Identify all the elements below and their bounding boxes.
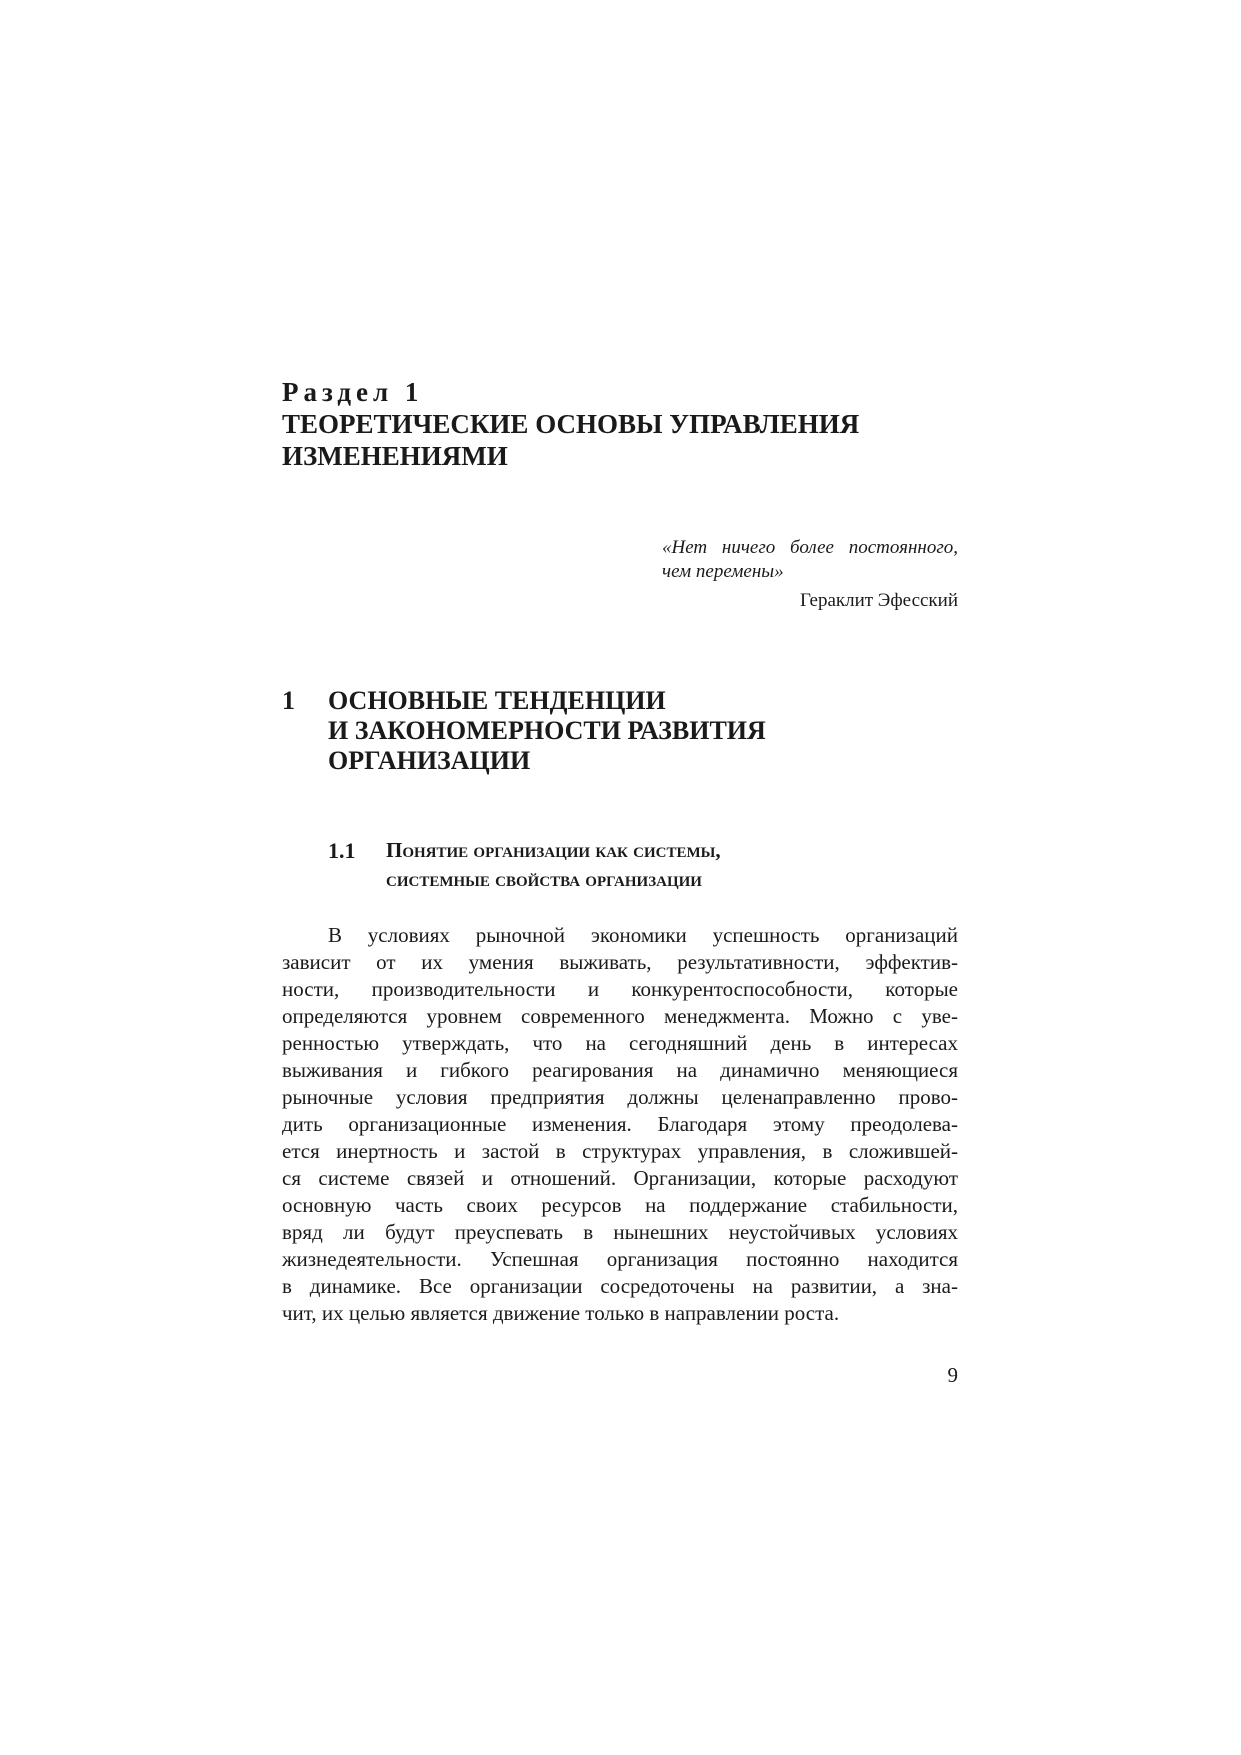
chapter-title-line: И ЗАКОНОМЕРНОСТИ РАЗВИТИЯ xyxy=(328,716,766,745)
subsection-title-line: системные свойства организации xyxy=(386,867,702,891)
paragraph-line: ся системе связей и отношений. Организации, которые расходуют xyxy=(282,1166,958,1190)
paragraph-line: жизнедеятельности. Успешная организация постоянно находится xyxy=(282,1247,958,1271)
subsection-title-line: Понятие организации как системы, xyxy=(386,838,721,862)
paragraph-line: рыночные условия предприятия должны целенаправленно прово- xyxy=(282,1085,958,1109)
paragraph-line: выживания и гибкого реагирования на динамично меняющиеся xyxy=(282,1058,958,1082)
paragraph-line: ности, производительности и конкурентоспособности, которые xyxy=(282,977,958,1001)
paragraph-line: дить организационные изменения. Благодаря этому преодолева- xyxy=(282,1112,958,1136)
chapter-title xyxy=(328,686,928,776)
paragraph-line: ется инертность и застой в структурах управления, в сложившей- xyxy=(282,1139,958,1163)
section-title-line: ИЗМЕНЕНИЯМИ xyxy=(282,441,508,471)
paragraph-line: вряд ли будут преуспевать в нынешних неустойчивых условиях xyxy=(282,1220,958,1244)
paragraph-line: ренностью утверждать, что на сегодняшний день в интересах xyxy=(282,1031,958,1055)
subsection-number: 1.1 xyxy=(328,838,356,863)
epigraph xyxy=(662,536,958,613)
section-title-line: ТЕОРЕТИЧЕСКИЕ ОСНОВЫ УПРАВЛЕНИЯ xyxy=(282,409,860,439)
epigraph-author: Гераклит Эфесский xyxy=(799,590,958,611)
chapter-number: 1 xyxy=(282,686,295,715)
epigraph-quote-line: чем перемены» xyxy=(662,561,784,582)
body-paragraph xyxy=(282,922,958,1327)
paragraph-line: чит, их целью является движение только в направлении роста. xyxy=(282,1301,840,1325)
subsection-title xyxy=(386,836,906,894)
paragraph-line: определяются уровнем современного менеджмента. Можно с уве- xyxy=(282,1004,958,1028)
epigraph-quote xyxy=(662,536,958,584)
paragraph-line: зависит от их умения выживать, результативности, эффектив- xyxy=(282,950,958,974)
section-label: Раздел 1 xyxy=(282,377,424,407)
page-number: 9 xyxy=(947,1363,958,1387)
epigraph-quote-line: «Нет ничего более постоянного, xyxy=(662,537,958,558)
section-title xyxy=(282,408,982,472)
paragraph-line: в динамике. Все организации сосредоточены на развитии, а зна- xyxy=(282,1274,958,1298)
paragraph-line: В условиях рыночной экономики успешность организаций xyxy=(328,923,958,947)
chapter-title-line: ОРГАНИЗАЦИИ xyxy=(328,746,531,775)
chapter-title-line: ОСНОВНЫЕ ТЕНДЕНЦИИ xyxy=(328,686,666,715)
paragraph-line: основную часть своих ресурсов на поддержание стабильности, xyxy=(282,1193,958,1217)
